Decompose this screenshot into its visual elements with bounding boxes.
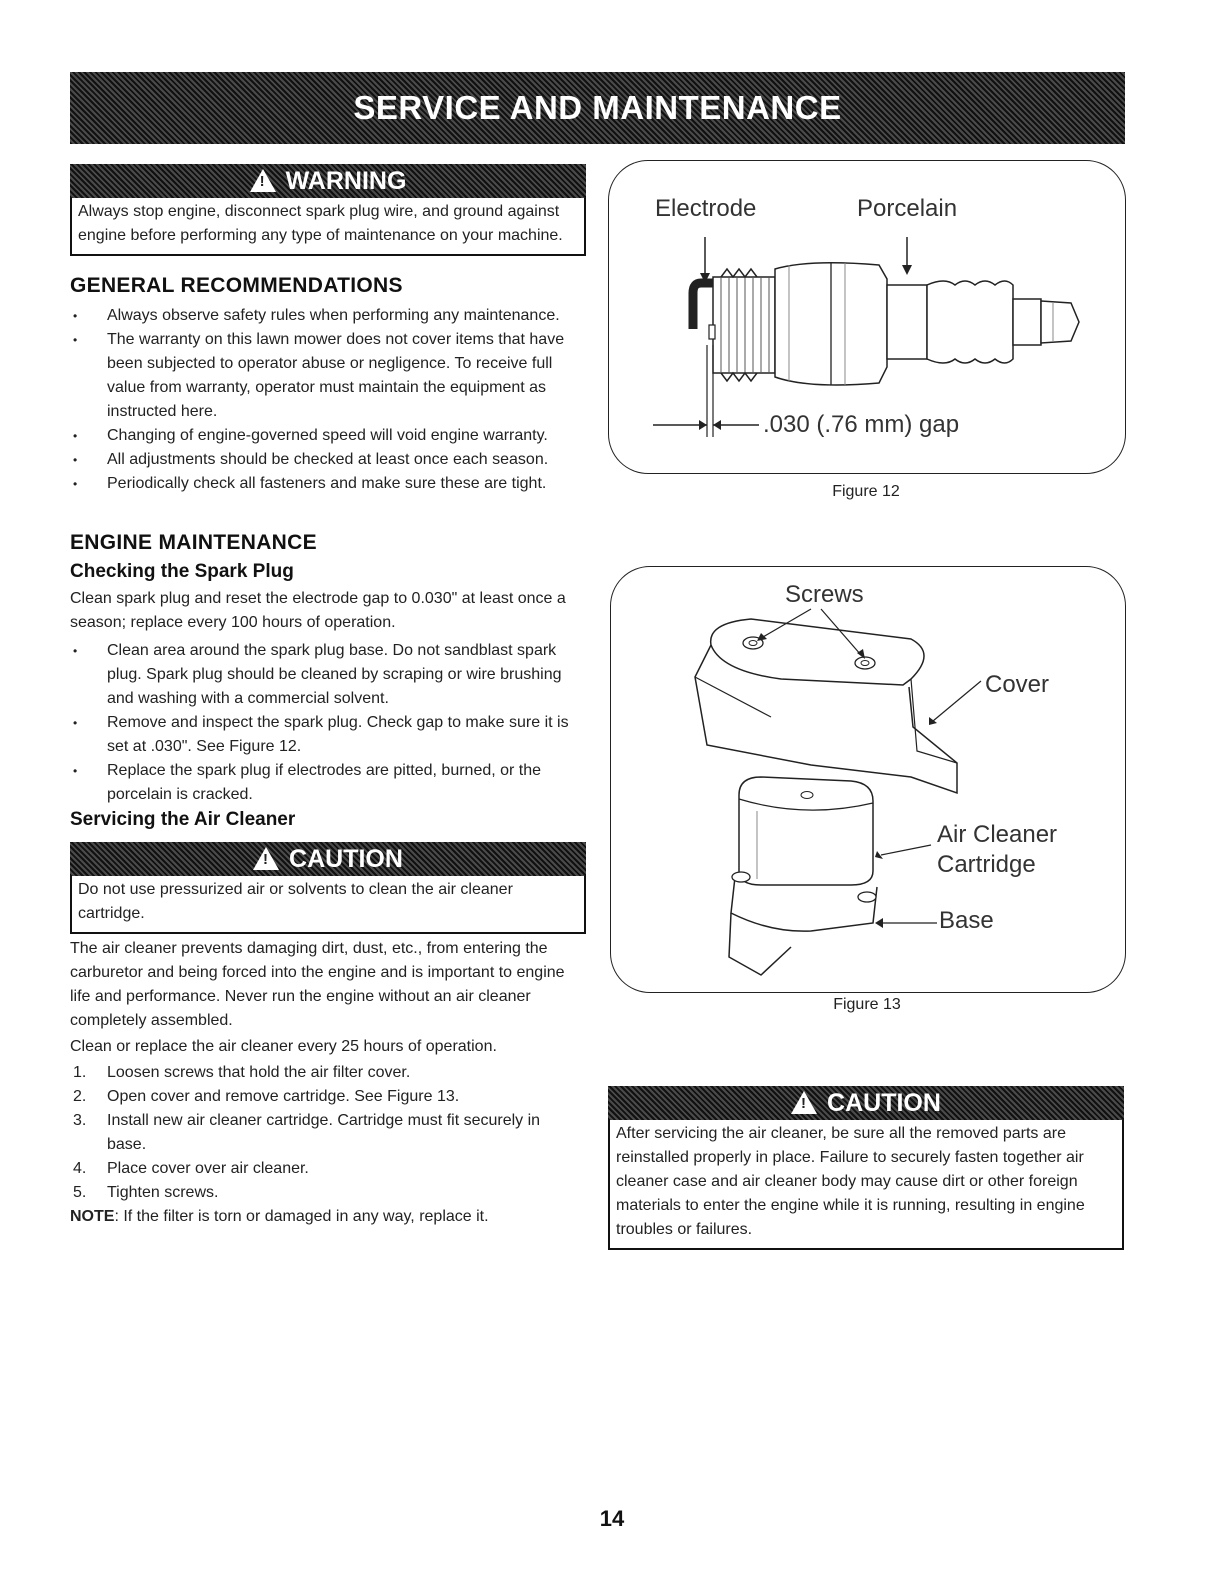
- spark-plug-heading: Checking the Spark Plug: [70, 561, 294, 582]
- page-header-banner: [70, 72, 1125, 144]
- air-cleaner-steps: [70, 1061, 582, 1205]
- porcelain-label: Porcelain: [857, 195, 958, 222]
- list-item: 3. Install new air cleaner cartridge. Cartridge must fit securely in base.: [73, 1112, 541, 1153]
- list-item: • Replace the spark plug if electrodes are pitted, burned, or the porcelain is cracked.: [70, 759, 582, 807]
- caution-triangle-icon: [253, 847, 279, 870]
- list-item: • Periodically check all fasteners and make sure these are tight.: [70, 472, 582, 496]
- spark-plug-list: [70, 639, 582, 807]
- caution-triangle-icon: [791, 1091, 817, 1114]
- caution-box-air-cleaner: [70, 842, 586, 934]
- caution-header: [70, 842, 586, 876]
- electrode-label: Electrode: [655, 195, 757, 222]
- air-cleaner-heading: Servicing the Air Cleaner: [70, 809, 296, 830]
- page-number: 14: [599, 1506, 625, 1531]
- engine-maintenance-heading: ENGINE MAINTENANCE: [70, 531, 317, 554]
- caution-label: CAUTION: [289, 845, 403, 873]
- air-cleaner-interval: Clean or replace the air cleaner every 25 hours of operation.: [70, 1038, 497, 1055]
- list-item: 1. Loosen screws that hold the air filter cover.: [73, 1064, 411, 1081]
- caution-label: CAUTION: [827, 1089, 941, 1117]
- note: NOTE: If the filter is torn or damaged in any way, replace it.: [70, 1208, 489, 1225]
- list-item: • Clean area around the spark plug base. Do not sandblast spark plug. Spark plug should be cleaned by scraping or wire brushing and washing with a commercial solvent.: [70, 639, 582, 711]
- gap-label: .030 (.76 mm) gap: [763, 411, 960, 438]
- engine-maintenance-section: [70, 531, 586, 831]
- warning-box: [70, 164, 586, 256]
- list-item: • All adjustments should be checked at least once each season.: [70, 448, 582, 472]
- caution-box-reinstall: [608, 1086, 1124, 1250]
- cover-label: Cover: [985, 671, 1050, 698]
- general-recommendations-section: [70, 274, 582, 496]
- figure-13-caption: Figure 13: [833, 996, 901, 1013]
- warning-header: [70, 164, 586, 198]
- spark-plug-intro: Clean spark plug and reset the electrode gap to 0.030" at least once a season; replace every 100 hours of operation.: [70, 590, 566, 631]
- figure-12-spark-plug: [608, 160, 1126, 474]
- caution-header: [608, 1086, 1124, 1120]
- figure-12-caption: Figure 12: [832, 483, 900, 500]
- list-item: 4. Place cover over air cleaner.: [73, 1160, 309, 1177]
- list-item: • Changing of engine-governed speed will void engine warranty.: [70, 424, 582, 448]
- base-label: Base: [939, 907, 994, 934]
- warning-text: Always stop engine, disconnect spark plug wire, and ground against engine before performing any type of maintenance on your machine.: [70, 198, 586, 256]
- general-recommendations-list: [70, 304, 582, 496]
- screws-label: Screws: [785, 581, 864, 608]
- air-cleaner-para: The air cleaner prevents damaging dirt, dust, etc., from entering the carburetor and being forced into the engine and is important to engine life and performance. Never run the engine without an air cleaner completely assembled.: [70, 940, 565, 1029]
- warning-triangle-icon: [250, 169, 276, 192]
- list-item: • Always observe safety rules when performing any maintenance.: [70, 304, 582, 328]
- air-cleaner-assembly-icon: [611, 567, 1125, 992]
- list-item: 5. Tighten screws.: [73, 1184, 219, 1201]
- note-label: NOTE: [70, 1208, 115, 1225]
- list-item: • The warranty on this lawn mower does not cover items that have been subjected to operator abuse or negligence. To receive full value from warranty, operator must maintain the equipment as instructed here.: [70, 328, 582, 424]
- general-recommendations-heading: GENERAL RECOMMENDATIONS: [70, 274, 403, 297]
- list-item: 2. Open cover and remove cartridge. See Figure 13.: [73, 1088, 460, 1105]
- caution-text: Do not use pressurized air or solvents to clean the air cleaner cartridge.: [70, 876, 586, 934]
- warning-label: WARNING: [285, 167, 407, 195]
- list-item: • Remove and inspect the spark plug. Check gap to make sure it is set at .030". See Figure 12.: [70, 711, 582, 759]
- caution-text: After servicing the air cleaner, be sure all the removed parts are reinstalled properly in place. Failure to securely fasten together air cleaner case and air cleaner body may cause dirt or other foreign materials to enter the engine while it is running, resulting in engine troubles or failures.: [608, 1120, 1124, 1250]
- page-title: SERVICE AND MAINTENANCE: [353, 89, 842, 126]
- cartridge-label: Cartridge: [937, 851, 1036, 878]
- air-cleaner-body: [70, 937, 582, 1229]
- air-cleaner-label: Air Cleaner: [937, 821, 1058, 848]
- figure-13-air-cleaner: [610, 566, 1126, 993]
